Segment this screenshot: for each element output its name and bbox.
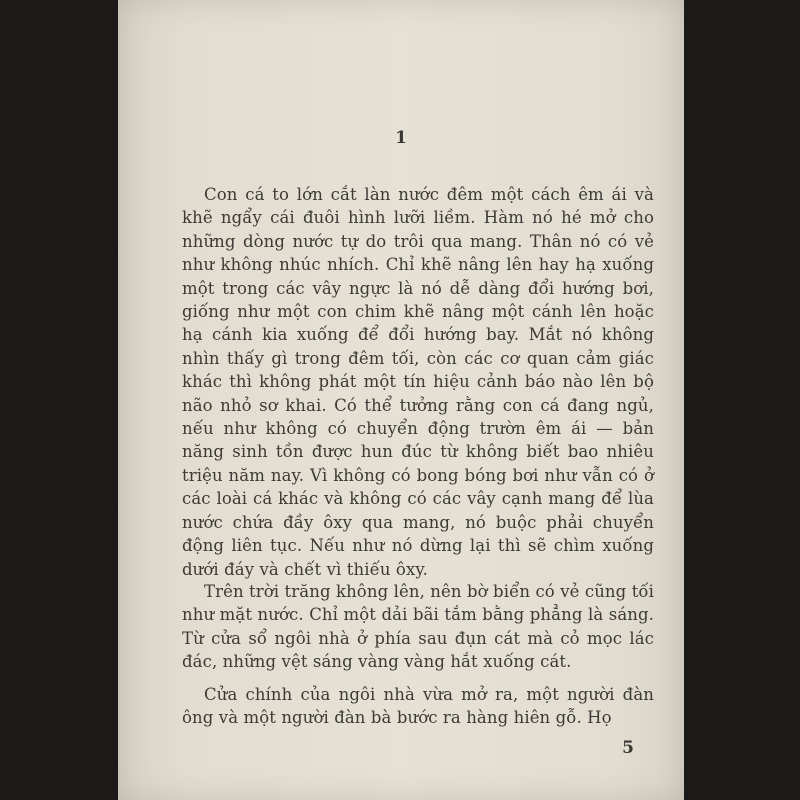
chapter-number: 1 (395, 128, 407, 148)
paragraph-1: Con cá to lớn cắt làn nước đêm một cách êm ái và khẽ ngẩy cái đuôi hình lưỡi liềm. Hàm nó hé mở cho những dòng nước tự do trôi qua mang. Thân nó có vẻ như không nhúc nhích. Chỉ khẽ nâng lên hay hạ xuống một trong các vây ngực là nó dễ dàng đổi hướng bơi, giống như một con chim khẽ nâng một cánh lên hoặc hạ cánh kia xuống để đổi hướng bay. Mắt nó không nhìn thấy gì trong đêm tối, còn các cơ quan cảm giác khác thì không phát một tín hiệu cảnh báo nào lên bộ não nhỏ sơ khai. Có thể tưởng rằng con cá đang ngủ, nếu như không có chuyển động trườn êm ái — bản năng sinh tồn được hun đúc từ không biết bao nhiêu triệu năm nay. Vì không có bong bóng bơi như vẫn có ở các loài cá khác và không có các vây cạnh mang để lùa nước chứa đầy ôxy qua mang, nó buộc phải chuyển động liên tục. Nếu như nó dừng lại thì sẽ chìm xuống dưới đáy và chết vì thiếu ôxy. (182, 185, 654, 579)
paragraph-2: Trên trời trăng không lên, nên bờ biển có vẻ cũng tối như mặt nước. Chỉ một dải bãi tắm bằng phẳng là sáng. Từ cửa sổ ngôi nhà ở phía sau đụn cát mà cỏ mọc lác đác, những vệt sáng vàng vàng hắt xuống cát. (182, 582, 654, 672)
book-page (118, 0, 684, 800)
paragraph-3: Cửa chính của ngôi nhà vừa mở ra, một người đàn ông và một người đàn bà bước ra hàng hiên gỗ. Họ (182, 685, 654, 728)
page-number: 5 (622, 738, 634, 758)
